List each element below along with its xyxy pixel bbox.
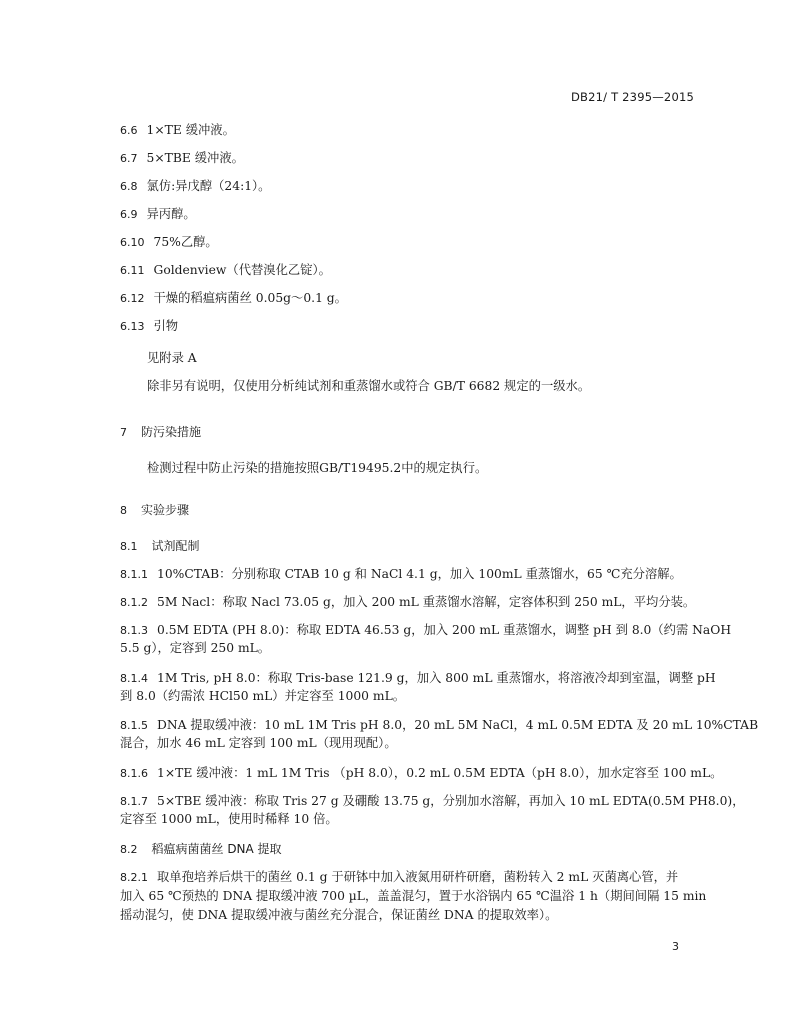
item-continuation: 摇动混匀，使 DNA 提取缓冲液与菌丝充分混合，保证菌丝 DNA 的提取效率）。 [120,908,558,922]
item-number: 6.9 [120,208,138,221]
step-item [120,869,678,886]
item-number: 6.12 [120,292,145,305]
item-number: 6.7 [120,152,138,165]
section-title: 实验步骤 [141,503,190,517]
reagent-item [120,566,682,583]
item-text: DNA 提取缓冲液：10 mL 1M Tris pH 8.0，20 mL 5M NaCl，4 mL 0.5M EDTA 及 20 mL 10%CTAB [157,718,759,732]
section-number: 8.2 [120,843,138,856]
reagent-item [120,594,695,611]
item-number: 6.10 [120,236,145,249]
page-number: 3 [672,940,679,953]
item-text: 干燥的稻瘟病菌丝 0.05g～0.1 g。 [153,291,347,305]
item-number: 8.2.1 [120,871,148,884]
item-number: 6.6 [120,124,138,137]
item-continuation: 定容至 1000 mL，使用时稀释 10 倍。 [120,812,338,826]
subsection-heading [120,538,200,555]
list-item [120,150,244,167]
item-text: 1M Tris, pH 8.0：称取 Tris-base 121.9 g，加入 800 mL 重蒸馏水，将溶液冷却到室温，调整 pH [157,671,716,685]
item-continuation: 混合，加水 46 mL 定容到 100 mL（现用现配）。 [120,736,397,750]
item-text: 1×TE 缓冲液。 [146,123,235,137]
reagent-item [120,622,731,639]
item-text: 0.5M EDTA (PH 8.0)：称取 EDTA 46.53 g，加入 200 mL 重蒸馏水，调整 pH 到 8.0（约需 NaOH [157,623,732,637]
document-code: DB21/ T 2395—2015 [570,90,694,104]
item-number: 8.1.2 [120,596,148,609]
list-item [120,290,347,307]
item-number: 6.11 [120,264,145,277]
reagent-item [120,670,716,687]
item-number: 8.1.1 [120,568,148,581]
item-number: 8.1.3 [120,624,148,637]
section-heading [120,424,201,441]
section-title: 试剂配制 [151,539,200,553]
list-item [120,206,196,223]
section-title: 稻瘟病菌菌丝 DNA 提取 [151,842,282,856]
note-line: 除非另有说明，仅使用分析纯试剂和重蒸馏水或符合 GB/T 6682 规定的一级水。 [147,379,591,393]
reagent-item [120,717,758,734]
item-text: 氯仿:异戊醇（24:1）。 [146,179,271,193]
item-text: 5×TBE 缓冲液。 [146,151,244,165]
paragraph: 检测过程中防止污染的措施按照GB/T19495.2中的规定执行。 [147,461,488,475]
item-number: 8.1.7 [120,795,148,808]
section-number: 8.1 [120,540,138,553]
section-number: 7 [120,426,127,439]
note-line: 见附录 A [147,351,197,365]
item-number: 8.1.6 [120,767,148,780]
item-number: 6.8 [120,180,138,193]
list-item [120,234,218,251]
section-title: 防污染措施 [141,425,202,439]
item-continuation: 5.5 g），定容到 250 mL。 [120,641,271,655]
item-text: 10%CTAB：分别称取 CTAB 10 g 和 NaCl 4.1 g，加入 100mL 重蒸馏水，65 ℃充分溶解。 [157,567,682,581]
list-item [120,262,331,279]
item-text: 5M Nacl：称取 Nacl 73.05 g，加入 200 mL 重蒸馏水溶解，定容体积到 250 mL，平均分装。 [157,595,696,609]
reagent-item [120,765,722,782]
item-text: 75%乙醇。 [153,235,218,249]
item-number: 8.1.5 [120,719,148,732]
item-continuation: 加入 65 ℃预热的 DNA 提取缓冲液 700 µL，盖盖混匀，置于水浴锅内 65 ℃温浴 1 h（期间间隔 15 min [120,889,707,903]
list-item [120,178,270,195]
item-text: 取单孢培养后烘干的菌丝 0.1 g 于研钵中加入液氮用研杵研磨，菌粉转入 2 mL 灭菌离心管，并 [157,870,679,884]
item-number: 8.1.4 [120,672,148,685]
list-item [120,122,235,139]
item-text: 异丙醇。 [146,207,196,221]
list-item [120,318,178,335]
reagent-item [120,793,745,810]
section-heading [120,502,189,519]
item-text: 5×TBE 缓冲液：称取 Tris 27 g 及硼酸 13.75 g，分别加水溶解，再加入 10 mL EDTA(0.5M PH8.0)， [157,794,745,808]
item-number: 6.13 [120,320,145,333]
item-text: Goldenview（代替溴化乙锭）。 [153,263,331,277]
item-text: 引物 [153,319,179,333]
subsection-heading [120,841,282,858]
item-continuation: 到 8.0（约需浓 HCl50 mL）并定容至 1000 mL。 [120,689,406,703]
section-number: 8 [120,504,127,517]
item-text: 1×TE 缓冲液：1 mL 1M Tris （pH 8.0），0.2 mL 0.5M EDTA（pH 8.0），加水定容至 100 mL。 [157,766,723,780]
